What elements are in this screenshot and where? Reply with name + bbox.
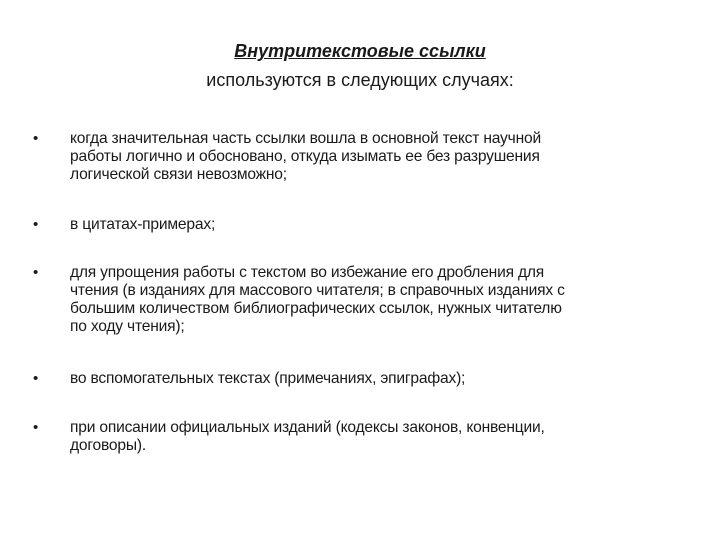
bullet-icon: • [33, 216, 39, 233]
text-line: логической связи невозможно; [70, 166, 287, 183]
text-line: при описании официальных изданий (кодексы законов, конвенции, [70, 419, 545, 436]
slide-subtitle: используются в следующих случаях: [206, 70, 514, 90]
text-line: в цитатах-примерах; [70, 216, 216, 233]
text-line: по ходу чтения); [70, 318, 185, 335]
bullet-icon: • [33, 419, 39, 436]
text-line: работы логично и обосновано, откуда изымать ее без разрушения [70, 148, 540, 165]
text-line: во вспомогательных текстах (примечаниях, эпиграфах); [70, 370, 466, 387]
bullet-icon: • [33, 130, 39, 147]
list-item-text [70, 419, 545, 455]
list-item-text [70, 216, 215, 234]
text-line: для упрощения работы с текстом во избежание его дробления для [70, 264, 545, 281]
list-item-text [70, 264, 565, 336]
list-item-text [70, 130, 541, 184]
text-line: чтения (в изданиях для массового читателя; в справочных изданиях с [70, 282, 565, 299]
list-item-text [70, 370, 465, 388]
slide-title: Внутритекстовые ссылки [234, 41, 486, 61]
bullet-icon: • [33, 370, 39, 387]
text-line: договоры). [70, 437, 146, 454]
text-line: большим количеством библиографических ссылок, нужных читателю [70, 300, 562, 317]
bullet-icon: • [33, 264, 39, 281]
text-line: когда значительная часть ссылки вошла в основной текст научной [70, 130, 541, 147]
